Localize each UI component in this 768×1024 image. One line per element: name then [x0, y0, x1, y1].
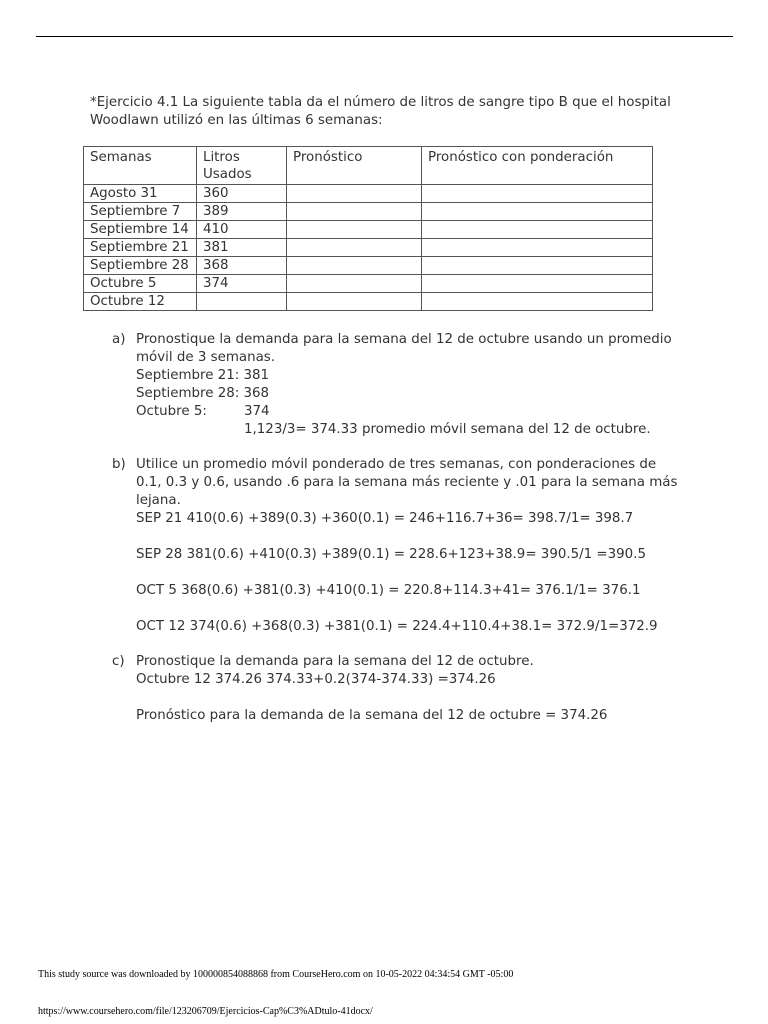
blood-usage-table — [83, 146, 653, 311]
download-source-note: This study source was downloaded by 100000854088868 from CourseHero.com on 10-05-2022 04:34:54 GMT -05:00 — [38, 969, 514, 980]
cell-ponderacion — [422, 275, 653, 293]
table-header-row — [84, 147, 653, 185]
section-c-marker: c) — [112, 654, 125, 669]
section-b-line-2: 0.1, 0.3 y 0.6, usando .6 para la semana más reciente y .01 para la semana más — [136, 475, 678, 490]
cell-pronostico — [287, 293, 422, 311]
table-row — [84, 257, 653, 275]
cell-ponderacion — [422, 293, 653, 311]
section-b-line-1: Utilice un promedio móvil ponderado de tres semanas, con ponderaciones de — [136, 457, 657, 472]
cell-litros: 368 — [197, 257, 287, 275]
cell-litros: 374 — [197, 275, 287, 293]
cell-ponderacion — [422, 203, 653, 221]
cell-semana: Septiembre 21 — [84, 239, 197, 257]
section-a-line-4: Septiembre 28: 368 — [136, 386, 270, 401]
intro-line-1: *Ejercicio 4.1 La siguiente tabla da el número de litros de sangre tipo B que el hospital — [90, 95, 671, 110]
table-row — [84, 203, 653, 221]
section-b-marker: b) — [112, 457, 126, 472]
cell-pronostico — [287, 257, 422, 275]
section-a-line-3: Septiembre 21: 381 — [136, 368, 270, 383]
cell-litros: 389 — [197, 203, 287, 221]
cell-semana: Agosto 31 — [84, 185, 197, 203]
cell-semana: Octubre 12 — [84, 293, 197, 311]
top-rule — [36, 36, 733, 37]
cell-ponderacion — [422, 185, 653, 203]
cell-semana: Septiembre 28 — [84, 257, 197, 275]
section-a-line-5-value: 374 — [244, 404, 270, 419]
intro-line-2: Woodlawn utilizó en las últimas 6 semanas: — [90, 113, 383, 128]
header-pronostico: Pronóstico — [287, 147, 422, 185]
cell-litros: 410 — [197, 221, 287, 239]
cell-semana: Septiembre 14 — [84, 221, 197, 239]
section-b-calc-3: OCT 5 368(0.6) +381(0.3) +410(0.1) = 220.8+114.3+41= 376.1/1= 376.1 — [136, 583, 641, 598]
cell-pronostico — [287, 275, 422, 293]
cell-ponderacion — [422, 221, 653, 239]
header-pronostico-ponderacion: Pronóstico con ponderación — [422, 147, 653, 185]
cell-litros: 381 — [197, 239, 287, 257]
section-c-line-2: Octubre 12 374.26 374.33+0.2(374-374.33) =374.26 — [136, 672, 496, 687]
header-semanas: Semanas — [84, 147, 197, 185]
section-b-calc-4: OCT 12 374(0.6) +368(0.3) +381(0.1) = 224.4+110.4+38.1= 372.9/1=372.9 — [136, 619, 658, 634]
section-a-line-1: Pronostique la demanda para la semana del 12 de octubre usando un promedio — [136, 332, 672, 347]
table-row — [84, 185, 653, 203]
table-row — [84, 239, 653, 257]
cell-semana: Octubre 5 — [84, 275, 197, 293]
cell-litros: 360 — [197, 185, 287, 203]
cell-semana: Septiembre 7 — [84, 203, 197, 221]
cell-ponderacion — [422, 257, 653, 275]
section-a-line-2: móvil de 3 semanas. — [136, 350, 276, 365]
section-b-line-3: lejana. — [136, 493, 181, 508]
header-litros-usados — [197, 147, 287, 185]
section-a-line-5 — [136, 403, 672, 421]
cell-pronostico — [287, 203, 422, 221]
cell-pronostico — [287, 221, 422, 239]
section-a-marker: a) — [112, 332, 126, 347]
table-row — [84, 275, 653, 293]
header-litros-line1: Litros — [203, 150, 240, 165]
cell-litros — [197, 293, 287, 311]
table-row — [84, 221, 653, 239]
section-c-line-1: Pronostique la demanda para la semana del 12 de octubre. — [136, 654, 534, 669]
section-c-result: Pronóstico para la demanda de la semana del 12 de octubre = 374.26 — [136, 708, 608, 723]
header-litros-line2: Usados — [203, 167, 252, 182]
section-b — [112, 456, 677, 636]
cell-ponderacion — [422, 239, 653, 257]
cell-pronostico — [287, 185, 422, 203]
section-a — [112, 331, 672, 439]
section-b-calc-2: SEP 28 381(0.6) +410(0.3) +389(0.1) = 228.6+123+38.9= 390.5/1 =390.5 — [136, 547, 646, 562]
section-b-calc-1: SEP 21 410(0.6) +389(0.3) +360(0.1) = 246+116.7+36= 398.7/1= 398.7 — [136, 511, 634, 526]
table-row — [84, 293, 653, 311]
section-a-line-5-label: Octubre 5: — [136, 404, 207, 419]
source-url: https://www.coursehero.com/file/123206709/Ejercicios-Cap%C3%ADtulo-41docx/ — [38, 1006, 373, 1017]
section-c — [112, 653, 607, 725]
section-a-total: 1,123/3= 374.33 promedio móvil semana del 12 de octubre. — [244, 422, 651, 437]
cell-pronostico — [287, 239, 422, 257]
exercise-intro — [90, 94, 690, 130]
